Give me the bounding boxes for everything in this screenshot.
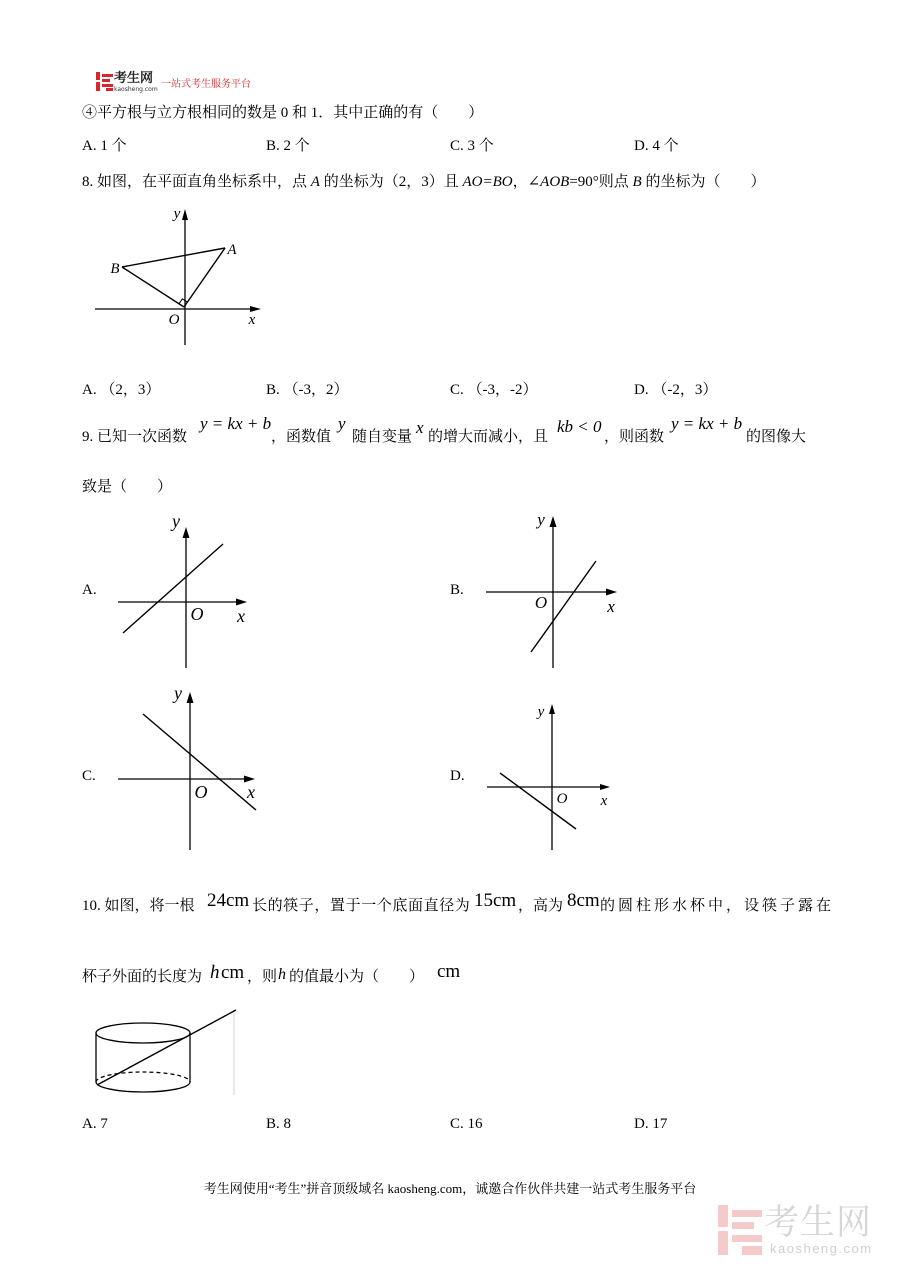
q8-label-a: A	[227, 242, 237, 258]
label-x: x	[607, 597, 615, 616]
q8-stem-var: AO=BO	[462, 174, 513, 190]
q9-math-inequality: kb < 0	[557, 417, 602, 436]
q7-option-d: D. 4 个	[634, 138, 679, 154]
label-origin: O	[190, 604, 204, 624]
label-y: y	[174, 683, 182, 703]
label-y: y	[537, 510, 545, 529]
watermark-icon-bar	[718, 1205, 728, 1227]
x-axis-arrow	[600, 784, 610, 790]
watermark-logo-icon	[718, 1205, 762, 1255]
q9-option-a-label: A.	[82, 582, 97, 598]
logo-icon-bar	[106, 88, 113, 91]
q8-stem-var: AOB	[540, 174, 570, 190]
q10-math-var-h: h	[278, 966, 286, 983]
q8-stem-var: A	[310, 174, 320, 190]
watermark-name: 考生网	[764, 1203, 873, 1243]
q10-option-a: A. 7	[82, 1116, 108, 1132]
label-x: x	[600, 793, 608, 809]
cylinder-top-ellipse	[96, 1023, 190, 1043]
logo-icon-bar	[102, 84, 113, 87]
q8-stem-text: =90°则点	[569, 174, 633, 190]
logo-icon-bar	[102, 79, 110, 82]
q7-option-b: B. 2 个	[266, 138, 310, 154]
segment-ba	[122, 248, 225, 267]
q7-statement: ④平方根与立方根相同的数是 0 和 1．其中正确的有（ ）	[82, 105, 484, 121]
q10-stem-text: 10. 如图，将一根	[82, 898, 195, 914]
watermark-domain: kaosheng.com	[770, 1241, 873, 1256]
q10-option-b: B. 8	[266, 1116, 292, 1132]
q10-math-height: 8cm	[567, 890, 600, 911]
q7-option-c: C. 3 个	[450, 138, 494, 154]
cylinder-bottom-back-arc	[96, 1072, 190, 1082]
q9-stem-text: 的增大而减小，且	[428, 429, 549, 445]
q10-stem-text: 的圆柱形水杯中，设筷子露在	[600, 898, 835, 914]
x-axis-arrow	[236, 599, 247, 606]
watermark-icon-bar	[732, 1210, 762, 1217]
label-origin: O	[556, 791, 568, 807]
y-axis-arrow	[550, 516, 557, 527]
q8-option-d: D. （-2，3）	[634, 382, 718, 398]
page-footer: 考生网使用“考生”拼音顶级域名 kaosheng.com，诚邀合作伙伴共建一站式考生服务平台	[203, 1181, 697, 1196]
q9-stem-line2: 致是（ ）	[82, 479, 173, 495]
label-y: y	[537, 704, 545, 720]
q8-stem-text: ，∠	[512, 174, 541, 190]
q9-stem-text: 随自变量	[352, 429, 413, 445]
q10-stem-text: ，则	[247, 969, 278, 985]
x-axis-arrow	[606, 589, 617, 596]
q10-stem-text: 杯子外面的长度为	[82, 969, 203, 985]
watermark-icon-bar	[732, 1235, 762, 1242]
logo-icon-bar	[96, 82, 100, 91]
q10-math-diameter: 15cm	[474, 890, 517, 911]
logo-icon-bar	[102, 74, 113, 77]
q8-option-c: C. （-3，-2）	[450, 382, 538, 398]
q9-option-b-label: B.	[450, 582, 464, 598]
q7-option-a: A. 1 个	[82, 138, 127, 154]
function-line	[123, 544, 223, 633]
q8-label-b: B	[110, 261, 120, 277]
y-axis-arrow	[549, 704, 555, 714]
q9-option-d-graph	[480, 700, 620, 855]
q8-stem-var: B	[632, 174, 642, 190]
watermark-icon-bar	[732, 1222, 754, 1229]
y-axis-arrow	[182, 209, 188, 220]
label-x: x	[247, 782, 255, 802]
q9-math-var: x	[416, 418, 424, 437]
logo-name: 考生网	[114, 71, 154, 86]
q10-stem-text: 长的筷子，置于一个底面直径为	[252, 898, 471, 914]
q8-label-o: O	[168, 312, 180, 328]
header-slogan: 一站式考生服务平台	[161, 79, 251, 90]
q9-stem-text: 9. 已知一次函数	[82, 429, 188, 445]
logo-icon	[96, 72, 113, 91]
q8-label-x: x	[248, 312, 256, 328]
y-axis-arrow	[187, 692, 194, 703]
q8-label-y: y	[173, 206, 181, 222]
label-origin: O	[194, 782, 208, 802]
q9-stem-text: ，则函数	[604, 429, 665, 445]
label-x: x	[237, 606, 245, 626]
q8-option-a: A. （2，3）	[82, 382, 161, 398]
cylinder-bottom-front-arc	[96, 1082, 190, 1092]
q8-stem	[82, 173, 765, 191]
q10-math-unit: cm	[437, 961, 461, 982]
q10-stem-text: ，高为	[518, 898, 564, 914]
watermark-icon-bar	[718, 1231, 728, 1255]
q9-math-var: y	[338, 414, 346, 433]
logo-domain: kaosheng.com	[114, 86, 158, 93]
q10-math-length: 24cm	[207, 890, 250, 911]
q8-stem-text: 的坐标为（ ）	[641, 174, 766, 190]
q9-option-c-label: C.	[82, 768, 96, 784]
y-axis-arrow	[183, 527, 190, 538]
q9-stem-text: 的图像大	[746, 429, 807, 445]
logo-icon-bar	[96, 72, 100, 80]
q8-option-b: B. （-3，2）	[266, 382, 349, 398]
q8-stem-text: 的坐标为（2，3）且	[319, 174, 463, 190]
segment-bo	[122, 267, 184, 307]
q8-stem-text: 8. 如图，在平面直角坐标系中，点	[82, 174, 311, 190]
q10-math-var-h: h	[210, 962, 220, 983]
q10-cylinder-figure	[88, 1000, 243, 1100]
q10-math-unit: cm	[221, 962, 245, 983]
q9-option-a-graph	[110, 505, 260, 675]
label-origin: O	[534, 593, 548, 612]
q9-stem-text: ，函数值	[271, 429, 332, 445]
q9-math-expression: y = kx + b	[200, 414, 272, 433]
watermark-icon-bar	[742, 1246, 762, 1255]
q9-option-c-graph	[110, 680, 270, 855]
q9-math-expression: y = kx + b	[671, 414, 743, 433]
segment-oa	[184, 248, 225, 307]
q9-option-d-label: D.	[450, 768, 465, 784]
q8-figure	[90, 200, 270, 350]
label-y: y	[172, 511, 180, 531]
q9-option-b-graph	[480, 505, 630, 675]
q10-stem-text: 的值最小为（ ）	[289, 969, 425, 985]
q10-option-c: C. 16	[450, 1116, 483, 1132]
q10-option-d: D. 17	[634, 1116, 668, 1132]
